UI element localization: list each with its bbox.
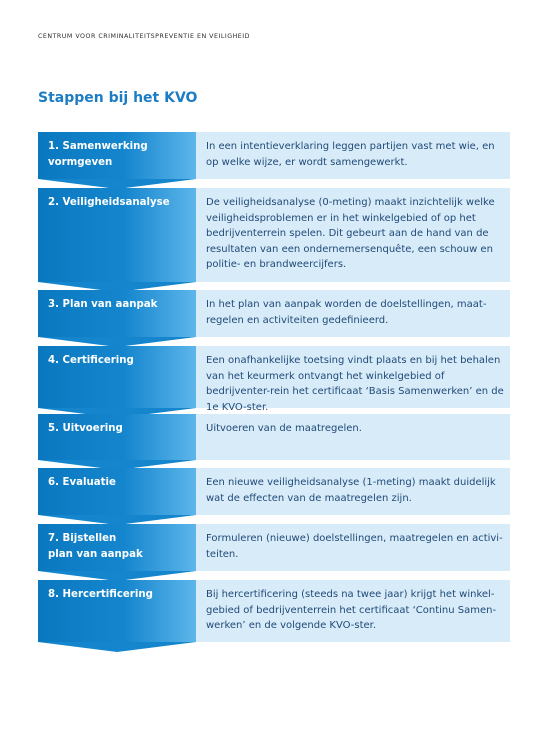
step-arrow [38, 580, 196, 642]
step-label: 3. Plan van aanpak [48, 299, 158, 310]
step-description: De veiligheidsanalyse (0-meting) maakt inzichtelijk welke veiligheidsproblemen er in het winkelgebied of op het bedrijventerrein spelen. Dit gebeurt aan de hand van de resultaten van een ondernemersenquête, een schouw en politie- en brandweercijfers. [206, 197, 495, 270]
step-description-box [196, 468, 510, 515]
step-description-box [196, 524, 510, 571]
step-arrow [38, 414, 196, 460]
step-4 [38, 346, 510, 413]
step-label: 6. Evaluatie [48, 477, 116, 488]
step-5 [38, 414, 510, 460]
step-label: 1. Samenwerking vormgeven [48, 141, 148, 168]
step-7 [38, 524, 510, 571]
step-description-box [196, 346, 510, 413]
step-arrow [38, 524, 196, 571]
step-arrow [38, 346, 196, 408]
step-arrow [38, 290, 196, 337]
step-label: 4. Certificering [48, 355, 134, 366]
step-description: In een intentieverklaring leggen partijen vast met wie, en op welke wijze, er wordt samengewerkt. [206, 141, 495, 168]
step-label: 2. Veiligheidsanalyse [48, 197, 170, 208]
step-description: Een nieuwe veiligheidsanalyse (1-meting) maakt duidelijk wat de effecten van de maatregelen zijn. [206, 477, 496, 504]
step-label: 5. Uitvoering [48, 423, 123, 434]
step-description: Bij hercertificering (steeds na twee jaar) krijgt het winkel-gebied of bedrijventerrein het certificaat ‘Continu Samen-werken’ en de volgende KVO-ster. [206, 589, 497, 631]
step-arrow [38, 468, 196, 515]
step-1 [38, 132, 510, 179]
page-title: Stappen bij het KVO [38, 90, 198, 106]
step-description-box [196, 580, 510, 642]
step-description: Formuleren (nieuwe) doelstellingen, maatregelen en activi-teiten. [206, 533, 503, 560]
step-description-box [196, 132, 510, 179]
step-description-box [196, 290, 510, 337]
step-3 [38, 290, 510, 337]
step-description: Een onafhankelijke toetsing vindt plaats en bij het behalen van het keurmerk ontvangt het winkelgebied of bedrijventer-rein het certificaat ‘Basis Samenwerken’ en de 1e KVO-ster. [206, 355, 504, 413]
step-description: In het plan van aanpak worden de doelstellingen, maat-regelen en activiteiten gedefinieerd. [206, 299, 487, 326]
step-8 [38, 580, 510, 642]
step-6 [38, 468, 510, 515]
step-2 [38, 188, 510, 282]
step-description: Uitvoeren van de maatregelen. [206, 423, 362, 434]
step-description-box [196, 414, 510, 460]
step-arrow [38, 132, 196, 179]
page-header: CENTRUM VOOR CRIMINALITEITSPREVENTIE EN VEILIGHEID [38, 33, 250, 40]
step-arrow [38, 188, 196, 282]
step-label: 8. Hercertificering [48, 589, 153, 600]
step-label: 7. Bijstellen plan van aanpak [48, 533, 143, 560]
step-description-box [196, 188, 510, 282]
